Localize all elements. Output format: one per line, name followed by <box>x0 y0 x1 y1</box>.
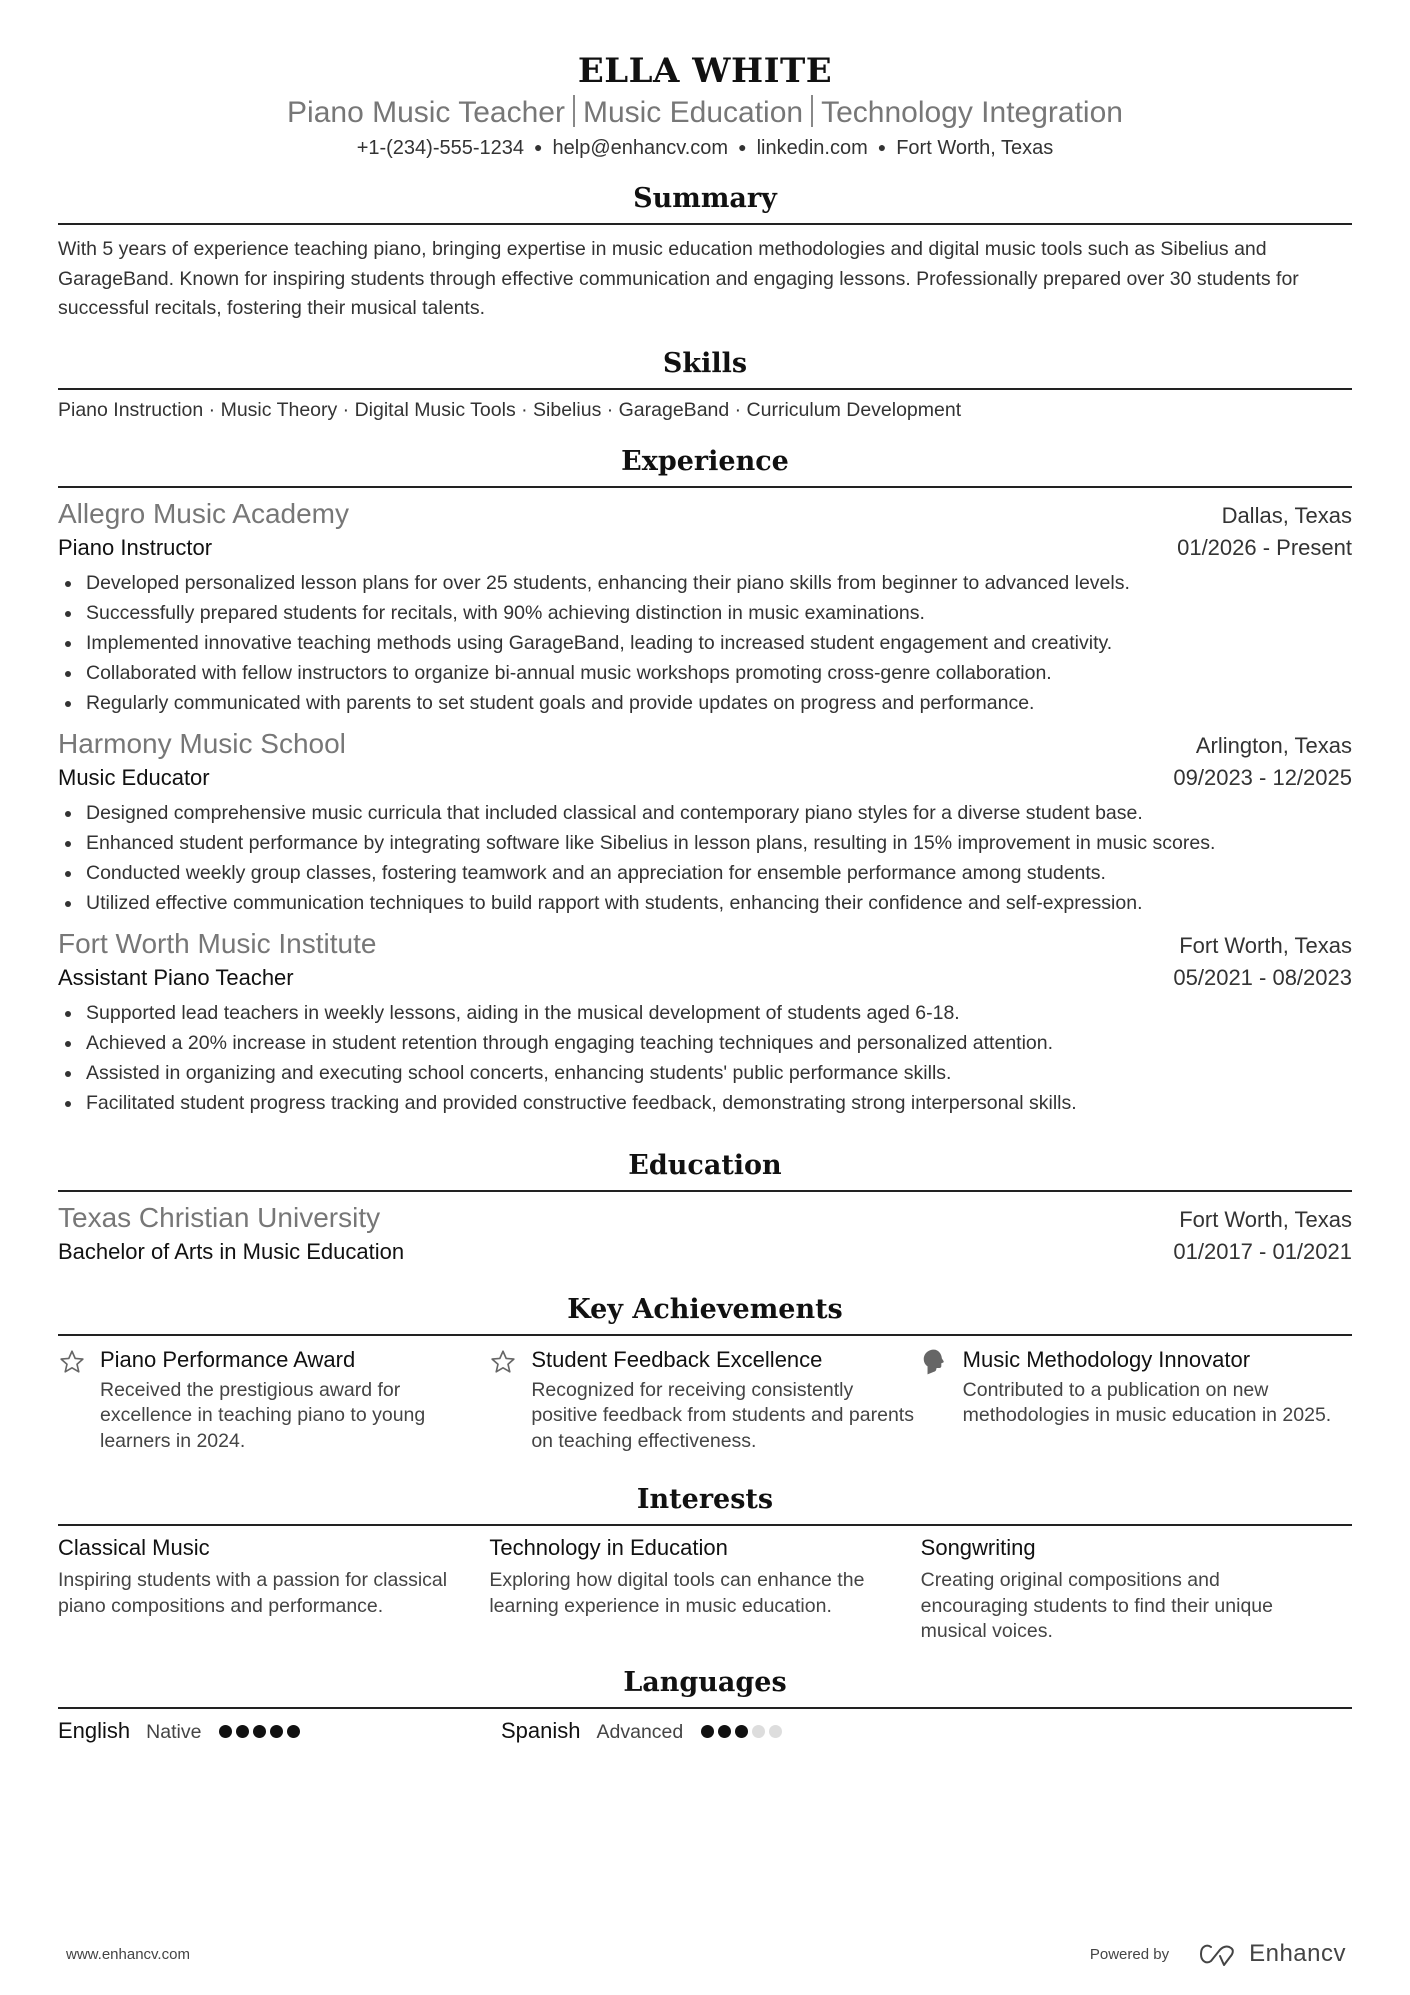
section-title-languages: Languages <box>623 1666 787 1698</box>
job-title: Piano Instructor <box>58 534 213 560</box>
interest-item <box>58 1532 489 1645</box>
education-entry <box>58 1200 1352 1268</box>
list-item: Collaborated with fellow instructors to organize bi-annual music workshops promoting cross-genre collaboration. <box>58 658 1352 688</box>
section-divider <box>58 1707 1352 1709</box>
headline <box>58 94 1352 132</box>
dot-filled-icon <box>219 1725 232 1738</box>
section-title-summary: Summary <box>633 183 777 214</box>
section-title-interests: Interests <box>636 1484 774 1515</box>
brand-name: Enhancv <box>1249 1940 1346 1967</box>
achievement-item <box>921 1344 1352 1455</box>
section-divider <box>58 1190 1352 1192</box>
job-title: Assistant Piano Teacher <box>58 964 294 990</box>
section-title-experience: Experience <box>621 445 789 477</box>
powered-by <box>1090 1940 1346 1968</box>
education-dates: 01/2017 - 01/2021 <box>1173 1238 1352 1264</box>
page-footer <box>66 1940 1346 1968</box>
job-dates: 01/2026 - Present <box>1177 534 1352 560</box>
job-location: Fort Worth, Texas <box>1179 932 1352 958</box>
headline-item: Music Education <box>582 96 804 129</box>
section-title-achievements: Key Achievements <box>567 1293 843 1325</box>
job-location: Dallas, Texas <box>1221 502 1352 528</box>
job-dates: 05/2021 - 08/2023 <box>1173 964 1352 990</box>
list-item: Conducted weekly group classes, fostering teamwork and an appreciation for ensemble performance among students. <box>58 858 1352 888</box>
job-dates: 09/2023 - 12/2025 <box>1173 764 1352 790</box>
school-name: Texas Christian University <box>58 1201 381 1233</box>
list-item: Achieved a 20% increase in student retention through engaging teaching techniques and personalized attention. <box>58 1028 1352 1058</box>
head-brain-icon <box>921 1344 963 1455</box>
job-bullets <box>58 998 1352 1118</box>
section-divider <box>58 388 1352 390</box>
enhancv-logo-icon <box>1197 1941 1241 1967</box>
section-title-skills: Skills <box>662 347 748 379</box>
dot-filled-icon <box>236 1725 249 1738</box>
list-item: Designed comprehensive music curricula that included classical and contemporary piano styles for a diverse student base. <box>58 798 1352 828</box>
skills-list: Piano Instruction · Music Theory · Digital Music Tools · Sibelius · GarageBand · Curriculum Development <box>58 398 962 421</box>
linkedin-link[interactable]: linkedin.com <box>756 137 868 159</box>
headline-item: Technology Integration <box>821 96 1123 129</box>
resume-page <box>58 0 1352 1747</box>
languages-section <box>58 1665 1352 1747</box>
interest-description: Inspiring students with a passion for classical piano compositions and performance. <box>58 1569 448 1617</box>
language-name: Spanish <box>501 1717 581 1743</box>
language-item <box>58 1715 501 1747</box>
job-bullets <box>58 798 1352 918</box>
star-icon <box>489 1344 531 1455</box>
achievement-title: Student Feedback Excellence <box>531 1346 823 1372</box>
achievement-title: Music Methodology Innovator <box>962 1346 1251 1372</box>
dot-filled-icon <box>701 1725 714 1738</box>
job-bullets <box>58 568 1352 718</box>
achievement-title: Piano Performance Award <box>100 1346 356 1372</box>
bullet-separator: ● <box>738 139 747 155</box>
bullet-separator: ● <box>877 139 887 155</box>
experience-entry <box>58 926 1352 1118</box>
section-divider <box>58 223 1352 225</box>
headline-item: Piano Music Teacher <box>287 96 565 129</box>
interest-item <box>921 1532 1352 1645</box>
company-name: Allegro Music Academy <box>58 497 350 529</box>
experience-entry <box>58 726 1352 918</box>
dot-filled-icon <box>270 1725 283 1738</box>
list-item: Developed personalized lesson plans for over 25 students, enhancing their piano skills from beginner to advanced levels. <box>58 568 1352 598</box>
section-title-education: Education <box>628 1149 782 1181</box>
list-item: Utilized effective communication techniques to build rapport with students, enhancing their confidence and self-expression. <box>58 888 1352 918</box>
list-item: Facilitated student progress tracking and provided constructive feedback, demonstrating strong interpersonal skills. <box>58 1088 1352 1118</box>
list-item: Implemented innovative teaching methods using GarageBand, leading to increased student engagement and creativity. <box>58 628 1352 658</box>
job-location: Arlington, Texas <box>1195 732 1352 758</box>
interest-item <box>489 1532 920 1645</box>
degree: Bachelor of Arts in Music Education <box>58 1238 405 1264</box>
star-icon <box>58 1344 100 1455</box>
dot-empty-icon <box>752 1725 765 1738</box>
experience-entry <box>58 496 1352 718</box>
summary-text: With 5 years of experience teaching piano, bringing expertise in music education methodologies and digital music tools such as Sibelius and GarageBand. Known for inspiring students through effective communication and engaging lessons. Professionally prepared over 30 students for successful recitals, fostering their musical talents. <box>58 238 1299 319</box>
job-title: Music Educator <box>58 764 210 790</box>
company-name: Harmony Music School <box>58 727 346 759</box>
interests-section <box>58 1482 1352 1645</box>
dot-filled-icon <box>718 1725 731 1738</box>
dot-filled-icon <box>253 1725 266 1738</box>
headline-separator <box>573 95 575 127</box>
achievement-description: Recognized for receiving consistently positive feedback from students and parents on teaching effectiveness. <box>531 1378 914 1452</box>
company-name: Fort Worth Music Institute <box>58 927 377 959</box>
candidate-name: ELLA WHITE <box>577 51 833 91</box>
language-name: English <box>58 1717 131 1743</box>
powered-by-label: Powered by <box>1089 1945 1170 1963</box>
interest-title: Classical Music <box>58 1535 210 1560</box>
interest-title: Technology in Education <box>489 1535 728 1560</box>
achievement-item <box>489 1344 920 1455</box>
dot-empty-icon <box>769 1725 782 1738</box>
list-item: Regularly communicated with parents to set student goals and provide updates on progress and performance. <box>58 688 1352 718</box>
dot-filled-icon <box>287 1725 300 1738</box>
location: Fort Worth, Texas <box>896 137 1054 159</box>
resume-header <box>58 0 1352 161</box>
section-divider <box>58 486 1352 488</box>
language-level: Native <box>146 1720 202 1743</box>
skills-section <box>58 346 1352 424</box>
interest-title: Songwriting <box>920 1535 1036 1560</box>
headline-separator <box>811 95 813 127</box>
achievement-item <box>58 1344 489 1455</box>
achievement-description: Received the prestigious award for excellence in teaching piano to young learners in 2024. <box>100 1378 426 1452</box>
language-level: Advanced <box>596 1720 684 1743</box>
interest-description: Exploring how digital tools can enhance the learning experience in music education. <box>489 1569 865 1617</box>
dot-filled-icon <box>735 1725 748 1738</box>
list-item: Supported lead teachers in weekly lessons, aiding in the musical development of students aged 6-18. <box>58 998 1352 1028</box>
proficiency-dots <box>701 1725 782 1738</box>
list-item: Assisted in organizing and executing school concerts, enhancing students' public performance skills. <box>58 1058 1352 1088</box>
proficiency-dots <box>219 1725 300 1738</box>
footer-url[interactable]: www.enhancv.com <box>66 1945 190 1963</box>
school-location: Fort Worth, Texas <box>1179 1206 1352 1232</box>
contact-info <box>58 134 1352 161</box>
phone[interactable]: +1-(234)-555-1234 <box>356 137 525 159</box>
experience-section <box>58 444 1352 1118</box>
achievement-description: Contributed to a publication on new methodologies in music education in 2025. <box>962 1378 1332 1426</box>
education-section <box>58 1148 1352 1268</box>
achievements-section <box>58 1292 1352 1455</box>
summary-section <box>58 181 1352 324</box>
language-item <box>501 1715 944 1747</box>
email[interactable]: help@enhancv.com <box>552 137 729 159</box>
bullet-separator: ● <box>534 139 543 155</box>
interest-description: Creating original compositions and encouraging students to find their unique musical voices. <box>920 1569 1273 1642</box>
list-item: Successfully prepared students for recitals, with 90% achieving distinction in music examinations. <box>58 598 1352 628</box>
list-item: Enhanced student performance by integrating software like Sibelius in lesson plans, resulting in 15% improvement in music scores. <box>58 828 1352 858</box>
